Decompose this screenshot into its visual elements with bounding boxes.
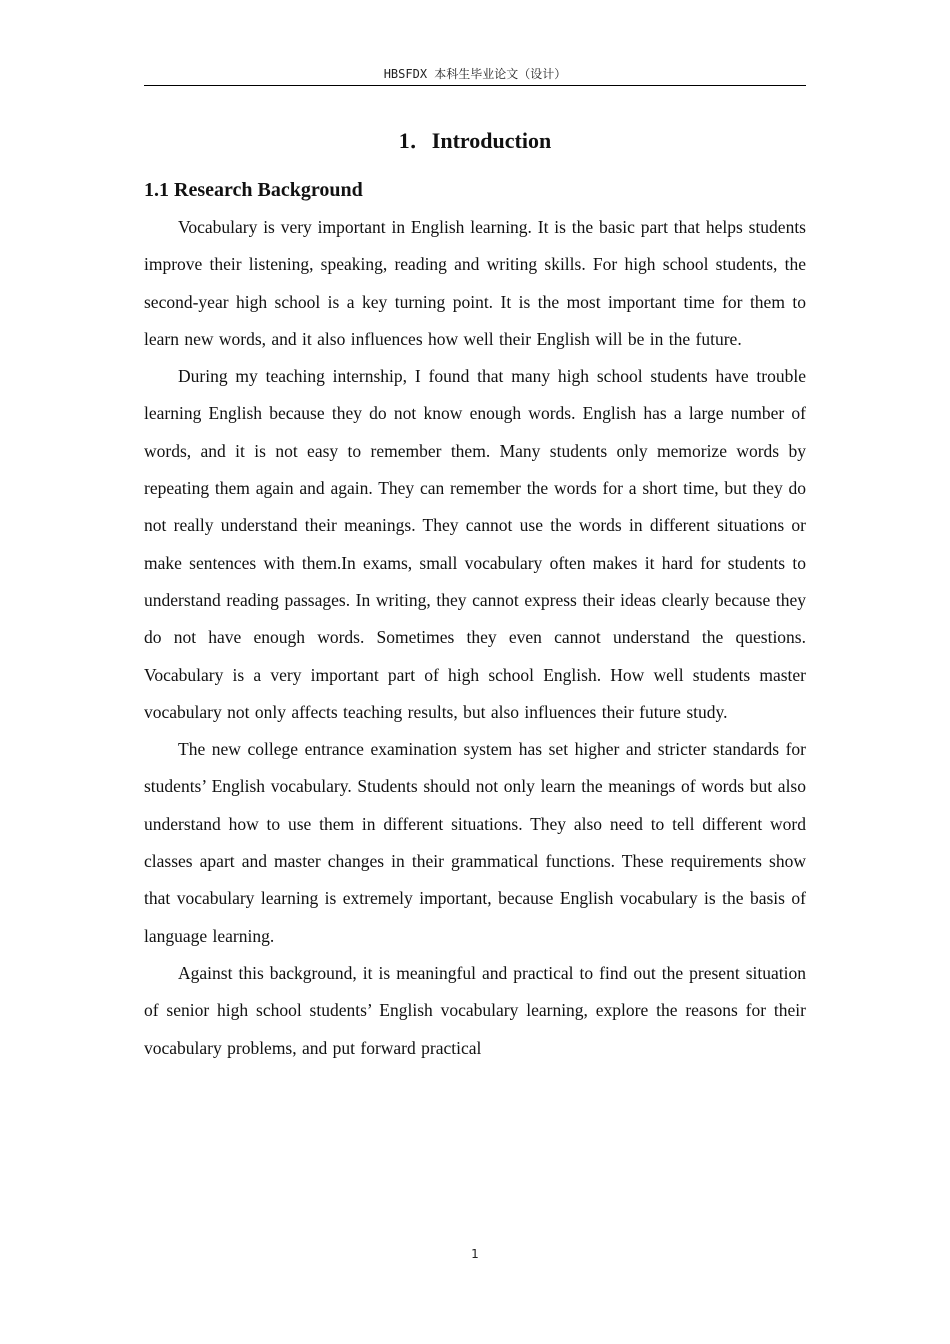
paragraph-3: The new college entrance examination system has set higher and stricter standards for students’ English vocabulary. Students should not only learn the meanings of words but also understand how to use them in different situations. They also need to tell different word classes apart and master changes in their grammatical functions. These requirements show that vocabulary learning is extremely important, because English vocabulary is the basis of language learning. — [144, 739, 806, 946]
header-rule — [144, 85, 806, 86]
body-text — [144, 209, 806, 1067]
section-title: 1.1 Research Background — [144, 179, 363, 201]
paragraph-4: Against this background, it is meaningful and practical to find out the present situation of senior high school students’ English vocabulary learning, explore the reasons for their vocabulary problems, and put forward practical — [144, 962, 806, 1058]
page-number: 1 — [471, 1247, 479, 1261]
chapter-title: 1．Introduction — [398, 128, 552, 153]
paragraph-1: Vocabulary is very important in English learning. It is the basic part that helps students improve their listening, speaking, reading and writing skills. For high school students, the second-year high school is a key turning point. It is the most important time for them to learn new words, and it also influences how well their English will be in the future. — [144, 217, 806, 349]
running-header: HBSFDX 本科生毕业论文（设计） — [383, 67, 567, 81]
paragraph-2: During my teaching internship, I found that many high school students have trouble learning English because they do not know enough words. English has a large number of words, and it is not easy to remember them. Many students only memorize words by repeating them again and again. They can remember the words for a short time, but they do not really understand their meanings. They cannot use the words in different situations or make sentences with them.In exams, small vocabulary often makes it hard for students to understand reading passages. In writing, they cannot express their ideas clearly because they do not have enough words. Sometimes they even cannot understand the questions. Vocabulary is a very important part of high school English. How well students master vocabulary not only affects teaching results, but also influences their future study. — [144, 366, 806, 722]
